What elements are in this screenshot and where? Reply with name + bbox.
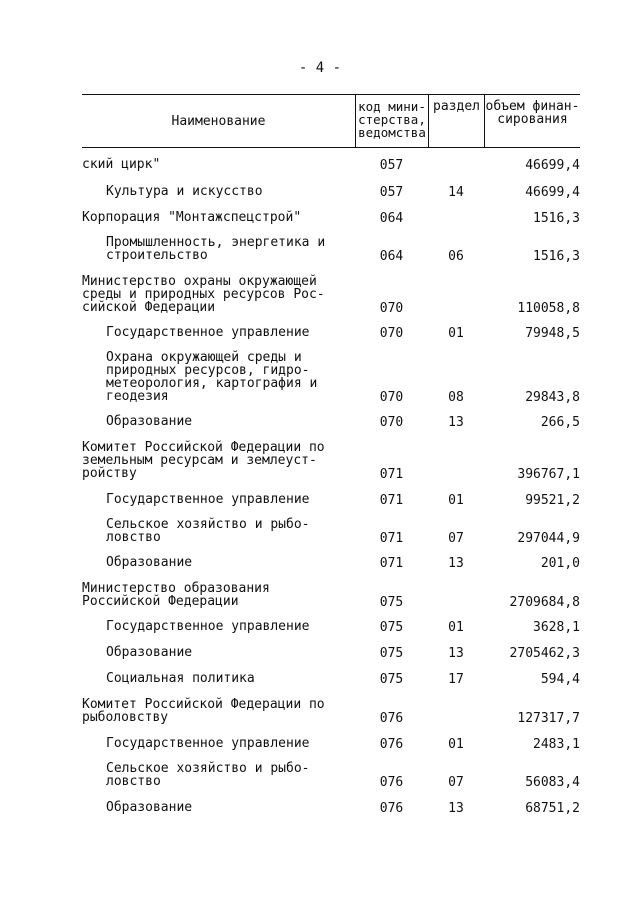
header-section-cell bbox=[428, 95, 484, 147]
table-row bbox=[82, 326, 580, 339]
table-row bbox=[82, 737, 580, 750]
row-section: 06 bbox=[448, 249, 464, 264]
row-name: Корпорация "Монтажспецстрой" bbox=[82, 210, 302, 225]
row-code: 075 bbox=[379, 595, 404, 610]
row-code: 057 bbox=[379, 158, 404, 173]
row-code: 070 bbox=[379, 390, 404, 405]
table-row bbox=[82, 493, 580, 506]
row-name: Социальная политика bbox=[106, 671, 255, 686]
row-name: Министерство охраны окружающей среды и природных ресурсов Рос- сийской Федерации bbox=[82, 274, 325, 315]
row-name: Образование bbox=[106, 555, 193, 570]
table-row bbox=[82, 518, 580, 544]
row-name: Сельское хозяйство и рыбо- ловство bbox=[106, 517, 310, 545]
row-amount: 79948,5 bbox=[525, 326, 580, 341]
row-section: 07 bbox=[448, 775, 464, 790]
header-amount: объем финан- сирования bbox=[485, 99, 580, 127]
row-section: 13 bbox=[448, 556, 464, 571]
row-section: 07 bbox=[448, 531, 464, 546]
row-amount: 68751,2 bbox=[525, 801, 580, 816]
row-section: 17 bbox=[448, 672, 464, 687]
row-name: ский цирк" bbox=[82, 157, 161, 172]
header-name-cell bbox=[82, 95, 355, 147]
row-amount: 127317,7 bbox=[517, 711, 580, 726]
row-amount: 56083,4 bbox=[525, 775, 580, 790]
row-amount: 2705462,3 bbox=[509, 646, 580, 661]
row-section: 01 bbox=[448, 326, 464, 341]
table-row bbox=[82, 211, 580, 224]
row-name: Министерство образования Российской Федерации bbox=[82, 581, 270, 609]
row-code: 076 bbox=[379, 737, 404, 752]
row-name: Промышленность, энергетика и строительство bbox=[106, 235, 326, 263]
table-row bbox=[82, 801, 580, 814]
row-name: Комитет Российской Федерации по земельным ресурсам и землеуст- ройству bbox=[82, 440, 325, 481]
row-code: 070 bbox=[379, 301, 404, 316]
row-amount: 3628,1 bbox=[533, 620, 580, 635]
row-code: 064 bbox=[379, 249, 404, 264]
row-name: Комитет Российской Федерации по рыболовству bbox=[82, 697, 325, 725]
row-section: 01 bbox=[448, 620, 464, 635]
row-amount: 110058,8 bbox=[517, 301, 580, 316]
row-code: 076 bbox=[379, 801, 404, 816]
row-amount: 266,5 bbox=[540, 415, 580, 430]
row-code: 071 bbox=[379, 556, 404, 571]
row-amount: 29843,8 bbox=[525, 390, 580, 405]
row-name: Образование bbox=[106, 645, 193, 660]
header-amount-cell bbox=[484, 95, 580, 147]
row-name: Образование bbox=[106, 414, 193, 429]
header-name: Наименование bbox=[171, 114, 266, 129]
table-header bbox=[82, 94, 580, 148]
row-name: Охрана окружающей среды и природных ресурсов, гидро- метеорология, картография и геодезия bbox=[106, 350, 318, 404]
row-code: 076 bbox=[379, 711, 404, 726]
row-amount: 2709684,8 bbox=[509, 595, 580, 610]
header-code: код мини- стерства, ведомства bbox=[358, 99, 426, 140]
row-name: Государственное управление bbox=[106, 492, 310, 507]
row-code: 070 bbox=[379, 326, 404, 341]
row-name: Государственное управление bbox=[106, 325, 310, 340]
row-code: 071 bbox=[379, 531, 404, 546]
row-code: 076 bbox=[379, 775, 404, 790]
table-row bbox=[82, 158, 580, 171]
table-row bbox=[82, 620, 580, 633]
row-amount: 46699,4 bbox=[525, 185, 580, 200]
table-row bbox=[82, 762, 580, 788]
row-code: 075 bbox=[379, 620, 404, 635]
table-row bbox=[82, 698, 580, 724]
row-amount: 396767,1 bbox=[517, 467, 580, 482]
row-section: 14 bbox=[448, 185, 464, 200]
table-row bbox=[82, 441, 580, 480]
row-amount: 297044,9 bbox=[517, 531, 580, 546]
row-code: 071 bbox=[379, 493, 404, 508]
row-code: 057 bbox=[379, 185, 404, 200]
row-amount: 594,4 bbox=[540, 672, 580, 687]
row-section: 01 bbox=[448, 737, 464, 752]
row-amount: 2483,1 bbox=[533, 737, 580, 752]
row-name: Сельское хозяйство и рыбо- ловство bbox=[106, 761, 310, 789]
row-amount: 1516,3 bbox=[533, 211, 580, 226]
row-section: 13 bbox=[448, 646, 464, 661]
row-section: 08 bbox=[448, 390, 464, 405]
row-name: Государственное управление bbox=[106, 736, 310, 751]
row-section: 13 bbox=[448, 801, 464, 816]
row-code: 071 bbox=[379, 467, 404, 482]
header-section: раздел bbox=[433, 99, 480, 114]
table-row bbox=[82, 275, 580, 314]
table-row bbox=[82, 185, 580, 198]
row-name: Культура и искусство bbox=[106, 184, 263, 199]
row-amount: 201,0 bbox=[540, 556, 580, 571]
row-name: Образование bbox=[106, 800, 193, 815]
table-row bbox=[82, 415, 580, 428]
row-code: 070 bbox=[379, 415, 404, 430]
table-row bbox=[82, 351, 580, 403]
header-code-cell bbox=[355, 95, 428, 147]
row-amount: 99521,2 bbox=[525, 493, 580, 508]
table-row bbox=[82, 646, 580, 659]
page-number: - 4 - bbox=[298, 60, 342, 76]
row-code: 064 bbox=[379, 211, 404, 226]
row-section: 13 bbox=[448, 415, 464, 430]
row-amount: 46699,4 bbox=[525, 158, 580, 173]
table-row bbox=[82, 672, 580, 685]
row-code: 075 bbox=[379, 646, 404, 661]
table-row bbox=[82, 582, 580, 608]
row-section: 01 bbox=[448, 493, 464, 508]
table-row bbox=[82, 236, 580, 262]
row-name: Государственное управление bbox=[106, 619, 310, 634]
table-row bbox=[82, 556, 580, 569]
row-amount: 1516,3 bbox=[533, 249, 580, 264]
row-code: 075 bbox=[379, 672, 404, 687]
